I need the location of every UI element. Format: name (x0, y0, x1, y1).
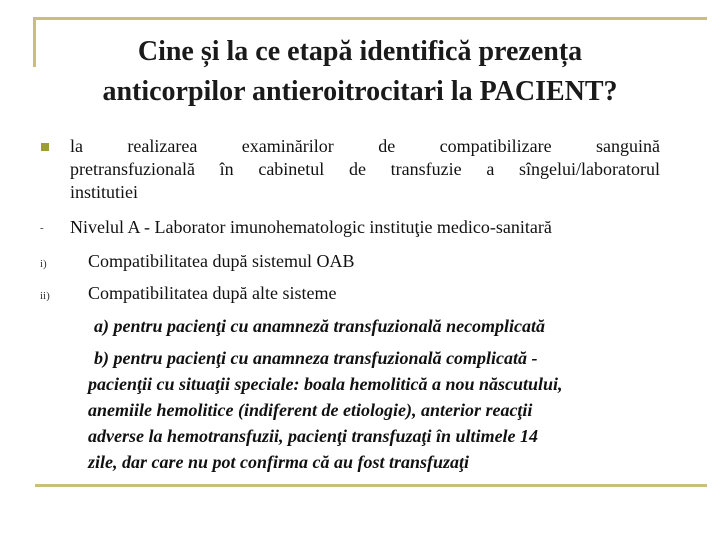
body-line-1: la realizarea examinărilor de compatibilizare sanguină (70, 136, 660, 156)
title-line-2: anticorpilor antieroitrocitari la PACIENT? (102, 76, 618, 107)
roman-i-marker: i) (40, 258, 47, 270)
sub-b-line-3: anemiile hemolitice (indiferent de etiologie), anterior reacţii (88, 400, 533, 420)
sub-b-line-1: b) pentru pacienţi cu anamneza transfuzională complicată - (94, 348, 538, 368)
roman-ii-marker: ii) (40, 290, 50, 302)
sub-b-line-2: pacienţii cu situaţii speciale: boala hemolitică a nou născutului, (88, 374, 563, 394)
item-i-line: Compatibilitatea după sistemul OAB (88, 251, 355, 271)
sub-a-line: a) pentru pacienţi cu anamneză transfuzională necomplicată (94, 316, 546, 336)
square-bullet-icon (41, 143, 49, 151)
body-line-2: pretransfuzională în cabinetul de transfuzie a sîngelui/laboratorul (70, 159, 660, 179)
frame-bottom-line (35, 484, 707, 487)
body-line-3: institutiei (70, 182, 139, 202)
sub-b-line-5: zile, dar care nu pot confirma că au fost transfuzaţi (88, 452, 470, 472)
title-line-1: Cine și la ce etapă identifică prezența (137, 36, 583, 67)
level-a-line: Nivelul A - Laborator imunohematologic instituţie medico-sanitară (70, 217, 552, 237)
item-ii-line: Compatibilitatea după alte sisteme (88, 283, 337, 303)
sub-b-line-4: adverse la hemotransfuzii, pacienţi transfuzaţi în ultimele 14 (88, 426, 539, 446)
dash-marker: - (40, 222, 44, 234)
